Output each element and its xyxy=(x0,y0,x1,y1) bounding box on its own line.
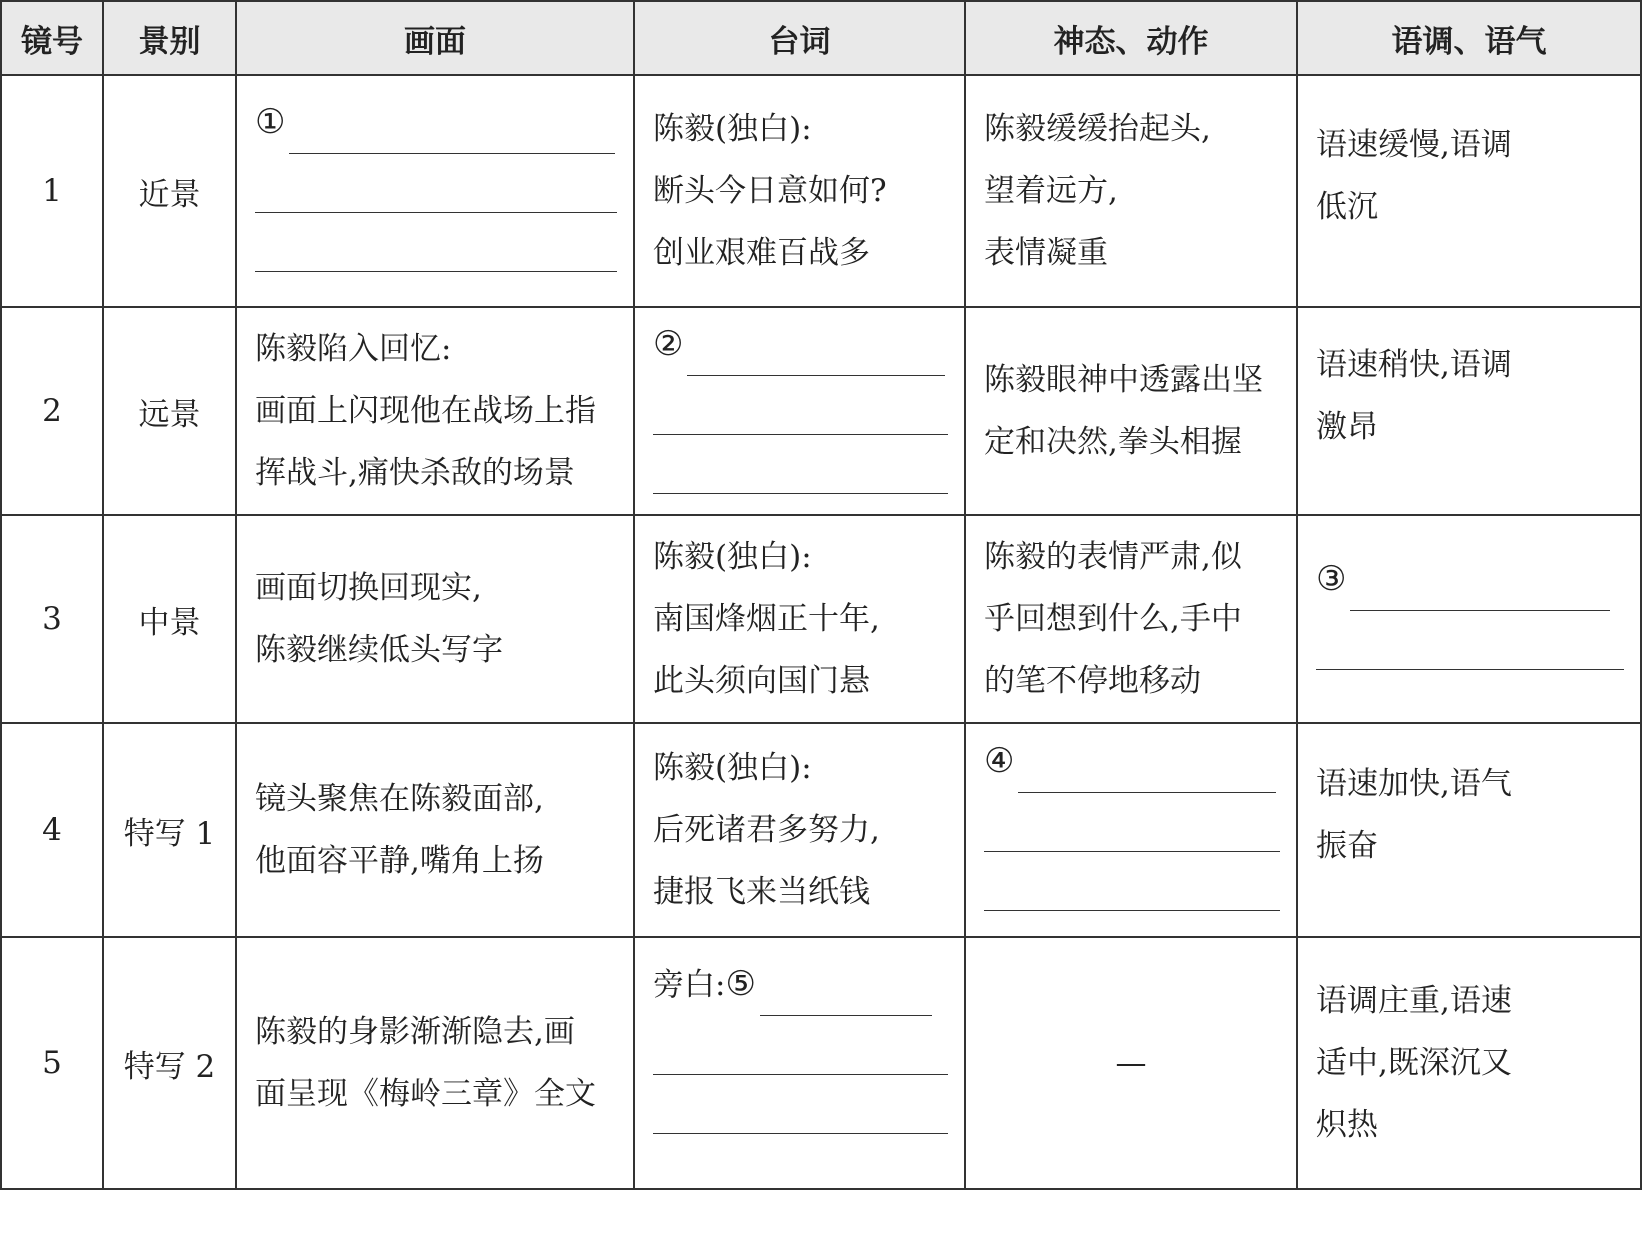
line-text: 后死诸君多努力, xyxy=(653,812,880,848)
tone-text: 语速加快,语气 xyxy=(1316,766,1512,802)
tone-text: 振奋 xyxy=(1316,828,1378,864)
fill-blank[interactable] xyxy=(653,1016,948,1075)
line-text: 陈毅(独白): xyxy=(653,750,812,786)
action-cell-empty: — xyxy=(965,937,1297,1189)
tone-text: 语速稍快,语调 xyxy=(1316,347,1512,383)
picture-text: 挥战斗,痛快杀敌的场景 xyxy=(255,455,575,491)
picture-cell xyxy=(236,723,634,937)
line-text: 陈毅(独白): xyxy=(653,111,812,147)
action-text: 定和决然,拳头相握 xyxy=(984,424,1242,460)
blank-marker: ② xyxy=(653,323,684,364)
shot-size: 中景 xyxy=(103,515,236,723)
narration-label: 旁白: xyxy=(653,966,726,1003)
picture-cell xyxy=(236,307,634,515)
action-text: 的笔不停地移动 xyxy=(984,663,1201,699)
picture-text: 画面切换回现实, xyxy=(255,570,482,606)
blank-marker: ⑤ xyxy=(725,963,756,1004)
fill-blank[interactable] xyxy=(1350,570,1610,611)
lines-cell xyxy=(634,515,965,723)
fill-blank[interactable] xyxy=(255,213,617,272)
lines-cell xyxy=(634,937,965,1189)
tone-text: 低沉 xyxy=(1316,189,1378,225)
action-text: 陈毅眼神中透露出坚 xyxy=(984,362,1263,398)
fill-blank[interactable] xyxy=(1018,752,1276,793)
fill-blank[interactable] xyxy=(760,975,932,1016)
lines-cell xyxy=(634,307,965,515)
tone-text: 炽热 xyxy=(1316,1107,1378,1143)
picture-text: 面呈现《梅岭三章》全文 xyxy=(255,1076,596,1112)
fill-blank[interactable] xyxy=(1316,611,1624,670)
blank-marker: ① xyxy=(255,101,286,142)
tone-text: 语速缓慢,语调 xyxy=(1316,127,1512,163)
header-row xyxy=(1,1,1641,75)
tone-text: 语调庄重,语速 xyxy=(1316,983,1512,1019)
picture-text: 画面上闪现他在战场上指 xyxy=(255,393,596,429)
header-expression-action: 神态、动作 xyxy=(965,1,1297,75)
tone-text: 激昂 xyxy=(1316,409,1378,445)
action-text: 乎回想到什么,手中 xyxy=(984,601,1242,637)
header-lines: 台词 xyxy=(634,1,965,75)
line-text: 陈毅(独白): xyxy=(653,539,812,575)
action-text: 望着远方, xyxy=(984,173,1118,209)
fill-blank[interactable] xyxy=(984,793,1280,852)
picture-cell xyxy=(236,515,634,723)
shot-number: 3 xyxy=(1,515,103,723)
shot-number: 2 xyxy=(1,307,103,515)
action-cell xyxy=(965,723,1297,937)
picture-cell xyxy=(236,937,634,1189)
fill-blank[interactable] xyxy=(289,113,615,154)
action-cell xyxy=(965,515,1297,723)
picture-cell xyxy=(236,75,634,307)
tone-cell xyxy=(1297,723,1641,937)
table-row xyxy=(1,723,1641,937)
shot-number: 1 xyxy=(1,75,103,307)
action-cell xyxy=(965,307,1297,515)
picture-text: 陈毅的身影渐渐隐去,画 xyxy=(255,1014,575,1050)
table-row xyxy=(1,307,1641,515)
fill-blank[interactable] xyxy=(255,154,617,213)
header-shot-number: 镜号 xyxy=(1,1,103,75)
tone-cell xyxy=(1297,515,1641,723)
action-cell xyxy=(965,75,1297,307)
fill-blank[interactable] xyxy=(984,852,1280,911)
action-text: 陈毅的表情严肃,似 xyxy=(984,539,1242,575)
action-text: 表情凝重 xyxy=(984,235,1108,271)
picture-text: 陈毅陷入回忆: xyxy=(255,331,452,367)
picture-text: 他面容平静,嘴角上扬 xyxy=(255,843,544,879)
shot-number: 4 xyxy=(1,723,103,937)
line-text: 断头今日意如何? xyxy=(653,173,887,209)
fill-blank[interactable] xyxy=(653,1075,948,1134)
blank-marker: ④ xyxy=(984,740,1015,781)
fill-blank[interactable] xyxy=(653,376,948,435)
shot-size: 近景 xyxy=(103,75,236,307)
line-text: 创业艰难百战多 xyxy=(653,235,870,271)
picture-text: 陈毅继续低头写字 xyxy=(255,632,503,668)
fill-blank[interactable] xyxy=(687,335,945,376)
tone-cell xyxy=(1297,75,1641,307)
table-row xyxy=(1,937,1641,1189)
tone-text: 适中,既深沉又 xyxy=(1316,1045,1512,1081)
header-picture: 画面 xyxy=(236,1,634,75)
action-text: 陈毅缓缓抬起头, xyxy=(984,111,1211,147)
lines-cell xyxy=(634,723,965,937)
line-text: 捷报飞来当纸钱 xyxy=(653,874,870,910)
table-row xyxy=(1,75,1641,307)
line-text: 南国烽烟正十年, xyxy=(653,601,880,637)
lines-cell xyxy=(634,75,965,307)
shot-size: 特写 2 xyxy=(103,937,236,1189)
shot-size: 特写 1 xyxy=(103,723,236,937)
header-tone: 语调、语气 xyxy=(1297,1,1641,75)
table-row xyxy=(1,515,1641,723)
tone-cell xyxy=(1297,307,1641,515)
tone-cell xyxy=(1297,937,1641,1189)
picture-text: 镜头聚焦在陈毅面部, xyxy=(255,781,544,817)
fill-blank[interactable] xyxy=(653,435,948,494)
header-shot-size: 景别 xyxy=(103,1,236,75)
shot-size: 远景 xyxy=(103,307,236,515)
shot-number: 5 xyxy=(1,937,103,1189)
line-text: 此头须向国门悬 xyxy=(653,663,870,699)
blank-marker: ③ xyxy=(1316,559,1347,599)
